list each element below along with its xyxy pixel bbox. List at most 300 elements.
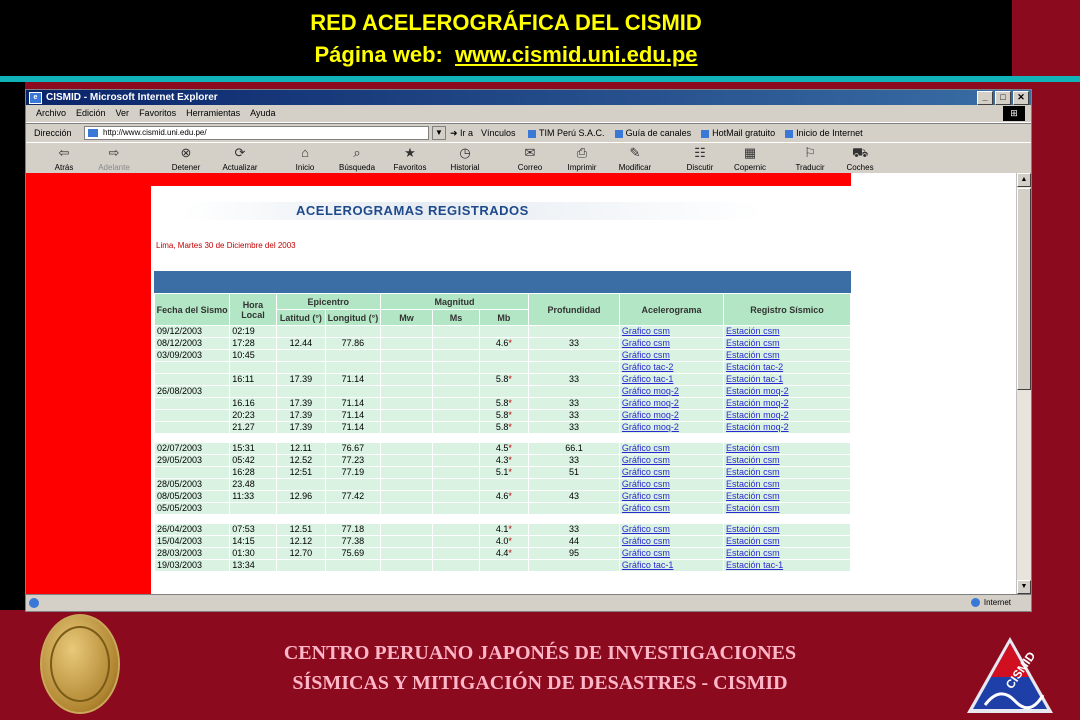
menu-item-1[interactable]: Edición: [76, 108, 106, 118]
cell-mb-value: 4.1: [495, 524, 509, 534]
cell-registro: [724, 548, 850, 559]
cell-hora: [230, 386, 275, 397]
header-mb: Mb: [480, 310, 528, 325]
asterisk-icon: *: [508, 491, 512, 501]
cell-profundidad: [529, 338, 619, 349]
cell-ms: [433, 548, 478, 559]
table-row: [155, 467, 850, 478]
accelerogram-link[interactable]: Grafico csm: [621, 338, 670, 348]
toolbar-button-favoritos[interactable]: [386, 145, 434, 172]
seismic-record-link[interactable]: Estación csm: [726, 467, 780, 477]
asterisk-icon: *: [508, 422, 512, 432]
cell-profundidad: [529, 548, 619, 559]
cell-mw: [381, 386, 433, 397]
cell-longitud: [326, 503, 380, 514]
table-row: [155, 455, 850, 466]
cell-longitud-value: 77.18: [341, 524, 365, 534]
toolbar-label: Imprimir: [567, 163, 597, 172]
go-button[interactable]: ➜ Ir a: [450, 128, 474, 138]
accelerogram-link[interactable]: Gráfico csm: [621, 479, 670, 489]
cell-registro: [724, 560, 850, 571]
toolbar-button-copernic[interactable]: [726, 145, 774, 172]
cell-latitud: [277, 467, 325, 478]
cell-fecha-value: 08/12/2003: [157, 338, 203, 348]
cell-latitud-value: 12.12: [289, 536, 313, 546]
cell-fecha-value: 05/05/2003: [157, 503, 203, 513]
header-fecha: Fecha del Sismo: [155, 294, 229, 325]
cell-longitud: [326, 326, 380, 337]
cell-acelerograma: [620, 503, 723, 514]
cell-latitud: [277, 326, 325, 337]
status-zone: Internet: [971, 598, 1011, 607]
cell-fecha: [155, 479, 229, 490]
asterisk-icon: *: [508, 548, 512, 558]
cell-mw: [381, 479, 433, 490]
asterisk-icon: *: [508, 338, 512, 348]
cell-longitud: [326, 398, 380, 409]
cell-hora-value: 23.48: [232, 479, 255, 489]
cell-registro: [724, 524, 850, 535]
seismic-record-link[interactable]: Estación csm: [726, 479, 780, 489]
cell-latitud: [277, 386, 325, 397]
address-dropdown-icon[interactable]: ▼: [432, 126, 446, 140]
cell-profundidad: [529, 536, 619, 547]
cell-acelerograma: [620, 467, 723, 478]
toolbar-button-traducir[interactable]: [786, 145, 834, 172]
cell-longitud: [326, 386, 380, 397]
favorite-link-0[interactable]: TIM Perú S.A.C.: [528, 128, 605, 138]
asterisk-icon: *: [508, 410, 512, 420]
seismic-record-link[interactable]: Estación csm: [726, 536, 780, 546]
cell-hora: [230, 503, 275, 514]
cell-longitud: [326, 338, 380, 349]
cell-ms: [433, 398, 478, 409]
cell-fecha: [155, 524, 229, 535]
cell-hora: [230, 410, 275, 421]
cell-mw: [381, 491, 433, 502]
cell-ms: [433, 350, 478, 361]
cell-hora-value: 21.27: [232, 422, 255, 432]
cell-longitud-value: 77.38: [341, 536, 365, 546]
toolbar-label: Atrás: [54, 163, 74, 172]
cell-fecha: [155, 386, 229, 397]
accelerogram-link[interactable]: Gráfico csm: [621, 536, 670, 546]
table-row: [155, 503, 850, 514]
cell-registro: [724, 467, 850, 478]
cell-fecha: [155, 455, 229, 466]
cell-acelerograma: [620, 422, 723, 433]
cell-mb-value: 4.4: [495, 548, 509, 558]
forward-arrow-icon: ⇨: [108, 145, 120, 160]
cell-latitud-value: 12.70: [289, 548, 313, 558]
cell-mb: [480, 326, 528, 337]
edit-icon: ✎: [629, 145, 641, 160]
table-row: [155, 491, 850, 502]
status-bar: [26, 594, 1031, 611]
cell-longitud: [326, 467, 380, 478]
cell-hora-value: 11:33: [232, 491, 255, 501]
accelerogram-link[interactable]: Gráfico csm: [621, 503, 670, 513]
cell-hora-value: 05:42: [232, 455, 255, 465]
seismic-record-link[interactable]: Estación csm: [726, 443, 780, 453]
cell-hora: [230, 362, 275, 373]
cell-mb: [480, 338, 528, 349]
toolbar-button-imprimir[interactable]: [558, 145, 606, 172]
cell-fecha-value: 28/05/2003: [157, 479, 203, 489]
cell-fecha: [155, 560, 229, 571]
cell-latitud: [277, 455, 325, 466]
seismic-record-link[interactable]: Estación moq-2: [726, 398, 789, 408]
cell-fecha: [155, 467, 229, 478]
accelerogram-link[interactable]: Gráfico csm: [621, 350, 670, 360]
cell-mb: [480, 362, 528, 373]
cell-longitud: [326, 479, 380, 490]
cell-mb: [480, 398, 528, 409]
cell-profundidad-value: 51: [569, 467, 580, 477]
seismic-record-link[interactable]: Estación csm: [726, 491, 780, 501]
accelerogram-link[interactable]: Gráfico csm: [621, 455, 670, 465]
header-latitud: Latitud (°): [277, 310, 325, 325]
table-row: [155, 386, 850, 397]
cell-mb-value: 4.6: [495, 491, 509, 501]
cell-mb-value: 5.8: [495, 422, 509, 432]
cell-hora: [230, 536, 275, 547]
address-input[interactable]: [84, 126, 429, 140]
cell-fecha: [155, 536, 229, 547]
table-row: [155, 548, 850, 559]
cell-mw: [381, 524, 433, 535]
cell-profundidad-value: 43: [569, 491, 580, 501]
asterisk-icon: *: [508, 524, 512, 534]
cell-registro: [724, 422, 850, 433]
table-row: [155, 374, 850, 385]
toolbar-label: Actualizar: [222, 163, 258, 172]
cell-mw: [381, 350, 433, 361]
menu-item-0[interactable]: Archivo: [36, 108, 67, 118]
cell-latitud-value: 17.39: [289, 374, 313, 384]
cell-registro: [724, 386, 850, 397]
seismic-record-link[interactable]: Estación csm: [726, 338, 780, 348]
cell-mb: [480, 467, 528, 478]
accelerogram-link[interactable]: Gráfico moq-2: [621, 386, 679, 396]
accelerogram-link[interactable]: Grafico csm: [621, 326, 670, 336]
asterisk-icon: *: [508, 536, 512, 546]
cell-hora-value: 16:28: [232, 467, 255, 477]
cell-latitud: [277, 362, 325, 373]
cell-hora-value: 17:28: [232, 338, 255, 348]
cell-acelerograma: [620, 548, 723, 559]
seismic-record-link[interactable]: Estación moq-2: [726, 386, 789, 396]
copernic-icon: ▦: [743, 145, 757, 160]
toolbar-button-modificar[interactable]: [611, 145, 659, 172]
seismic-record-link[interactable]: Estación csm: [726, 455, 780, 465]
cell-profundidad-value: 33: [569, 410, 580, 420]
cell-mb-value: 4.3: [495, 455, 509, 465]
university-seal-icon: [40, 614, 120, 714]
cell-latitud-value: 12.52: [289, 455, 313, 465]
header-registro: Registro Sísmico: [724, 294, 850, 325]
accelerogram-link[interactable]: Gráfico csm: [621, 491, 670, 501]
cell-ms: [433, 455, 478, 466]
cell-hora: [230, 374, 275, 385]
cell-acelerograma: [620, 524, 723, 535]
toolbar-label: Modificar: [618, 163, 652, 172]
table-row: [155, 422, 850, 433]
cell-fecha: [155, 422, 229, 433]
cell-registro: [724, 350, 850, 361]
cell-fecha-value: 09/12/2003: [157, 326, 203, 336]
cell-latitud: [277, 398, 325, 409]
cell-longitud-value: 71.14: [341, 410, 365, 420]
cell-hora: [230, 548, 275, 559]
toolbar-label: Coches: [846, 163, 874, 172]
cell-hora: [230, 455, 275, 466]
window-title: CISMID - Microsoft Internet Explorer: [46, 92, 218, 103]
cell-hora: [230, 398, 275, 409]
cell-profundidad-value: 66.1: [565, 443, 583, 453]
toolbar-button-coches[interactable]: [836, 145, 884, 172]
table-row: [155, 350, 850, 361]
close-icon[interactable]: ✕: [1013, 91, 1029, 105]
cell-latitud: [277, 422, 325, 433]
menu-item-4[interactable]: Herramientas: [186, 108, 241, 118]
cell-mb-value: 5.1: [495, 467, 509, 477]
accelerogram-link[interactable]: Gráfico csm: [621, 467, 670, 477]
cell-mw: [381, 560, 433, 571]
cell-hora: [230, 524, 275, 535]
table-row: [155, 479, 850, 490]
accelerogram-link[interactable]: Gráfico csm: [621, 443, 670, 453]
toolbar-button-discutir[interactable]: [676, 145, 724, 172]
toolbar-button-inicio[interactable]: [281, 145, 329, 172]
cell-profundidad-value: 95: [569, 548, 580, 558]
cell-profundidad: [529, 503, 619, 514]
cell-longitud-value: 77.23: [341, 455, 365, 465]
favorites-icon: ★: [404, 145, 416, 160]
cell-profundidad: [529, 491, 619, 502]
cell-longitud: [326, 443, 380, 454]
table-separator: [155, 515, 850, 523]
table-row: [155, 560, 850, 571]
toolbar-button-correo[interactable]: [506, 145, 554, 172]
seismic-record-link[interactable]: Estación tac-1: [726, 560, 784, 570]
seismic-record-link[interactable]: Estación csm: [726, 503, 780, 513]
header-longitud: Longitud (°): [326, 310, 380, 325]
seismic-record-link[interactable]: Estación tac-2: [726, 362, 784, 372]
cell-acelerograma: [620, 326, 723, 337]
cell-hora-value: 20:23: [232, 410, 255, 420]
cell-profundidad: [529, 350, 619, 361]
cell-latitud: [277, 410, 325, 421]
cell-ms: [433, 560, 478, 571]
cell-fecha: [155, 326, 229, 337]
toolbar-button-actualizar[interactable]: [216, 145, 264, 172]
subtitle-prefix: Página web:: [314, 42, 443, 67]
cell-fecha: [155, 503, 229, 514]
cell-registro: [724, 398, 850, 409]
cell-acelerograma: [620, 386, 723, 397]
table-row: [155, 362, 850, 373]
seismic-record-link[interactable]: Estación csm: [726, 548, 780, 558]
cell-registro: [724, 536, 850, 547]
accelerogram-link[interactable]: Gráfico moq-2: [621, 422, 679, 432]
toolbar-button-historial[interactable]: [441, 145, 489, 172]
home-icon: ⌂: [301, 145, 309, 160]
cell-ms: [433, 374, 478, 385]
asterisk-icon: *: [508, 443, 512, 453]
cars-icon: ⛟: [852, 145, 869, 160]
cell-fecha: [155, 350, 229, 361]
cell-acelerograma: [620, 410, 723, 421]
cell-latitud: [277, 524, 325, 535]
cell-latitud: [277, 338, 325, 349]
cell-acelerograma: [620, 350, 723, 361]
menu-item-3[interactable]: Favoritos: [139, 108, 177, 118]
cell-mw: [381, 338, 433, 349]
cell-hora-value: 10:45: [232, 350, 255, 360]
seismic-record-link[interactable]: Estación tac-1: [726, 374, 784, 384]
cell-latitud-value: 17.39: [289, 398, 313, 408]
status-page-icon: [29, 598, 39, 608]
mail-icon: ✉: [524, 145, 536, 160]
accelerogram-link[interactable]: Gráfico csm: [621, 524, 670, 534]
cell-registro: [724, 479, 850, 490]
cell-hora-value: 16.16: [232, 398, 255, 408]
cell-mb-value: 5.8: [495, 374, 509, 384]
table-row: [155, 524, 850, 535]
cell-mw: [381, 326, 433, 337]
page-heading-bar: [181, 202, 765, 220]
accelerogram-link[interactable]: Gráfico tac-1: [621, 374, 674, 384]
cell-fecha: [155, 548, 229, 559]
cell-mb: [480, 443, 528, 454]
cell-ms: [433, 443, 478, 454]
refresh-icon: ⟳: [234, 145, 246, 160]
cell-profundidad: [529, 443, 619, 454]
favorite-link-3[interactable]: Inicio de Internet: [785, 128, 863, 138]
asterisk-icon: *: [508, 398, 512, 408]
seismic-record-link[interactable]: Estación csm: [726, 350, 780, 360]
maximize-icon[interactable]: □: [995, 91, 1011, 105]
cell-mb: [480, 386, 528, 397]
cell-mb-value: 4.0: [495, 536, 509, 546]
cell-longitud: [326, 350, 380, 361]
cell-fecha: [155, 338, 229, 349]
cell-longitud: [326, 455, 380, 466]
cell-ms: [433, 410, 478, 421]
cell-registro: [724, 491, 850, 502]
cell-mb: [480, 455, 528, 466]
records-table-wrap: [154, 271, 851, 572]
cell-profundidad: [529, 374, 619, 385]
table-separator: [155, 434, 850, 442]
links-bar: [481, 128, 873, 138]
asterisk-icon: *: [508, 455, 512, 465]
favorite-link-1[interactable]: Guía de canales: [615, 128, 692, 138]
seismic-record-link[interactable]: Estación moq-2: [726, 422, 789, 432]
cell-acelerograma: [620, 398, 723, 409]
toolbar-button-detener[interactable]: [162, 145, 210, 172]
cell-profundidad: [529, 455, 619, 466]
go-label: Ir a: [460, 128, 474, 138]
ie-icon: e: [29, 92, 42, 104]
stop-icon: ⊗: [180, 145, 192, 160]
cell-longitud: [326, 524, 380, 535]
accelerogram-link[interactable]: Gráfico moq-2: [621, 398, 679, 408]
cell-fecha: [155, 374, 229, 385]
scroll-up-icon[interactable]: ▲: [1017, 173, 1031, 187]
accelerogram-link[interactable]: Gráfico csm: [621, 548, 670, 558]
accelerogram-link[interactable]: Gráfico tac-1: [621, 560, 674, 570]
vertical-scrollbar[interactable]: [1016, 173, 1031, 594]
cell-profundidad: [529, 422, 619, 433]
toolbar-button-atrás[interactable]: [40, 145, 88, 172]
cell-hora-value: 13:34: [232, 560, 255, 570]
favorite-link-2[interactable]: HotMail gratuito: [701, 128, 775, 138]
cell-profundidad-value: 33: [569, 374, 580, 384]
cell-latitud: [277, 479, 325, 490]
cell-latitud: [277, 548, 325, 559]
cell-hora-value: 16:11: [232, 374, 255, 384]
toolbar-button-adelante[interactable]: [90, 145, 138, 172]
left-strip: [0, 82, 25, 610]
menu-item-5[interactable]: Ayuda: [250, 108, 276, 118]
cell-mw: [381, 443, 433, 454]
menu-item-2[interactable]: Ver: [115, 108, 130, 118]
cell-latitud-value: 12:51: [289, 467, 313, 477]
cell-hora: [230, 467, 275, 478]
cell-profundidad: [529, 326, 619, 337]
header-hora: Hora Local: [230, 294, 275, 325]
seismic-record-link[interactable]: Estación moq-2: [726, 410, 789, 420]
cell-latitud: [277, 503, 325, 514]
cell-profundidad-value: 44: [569, 536, 580, 546]
cell-ms: [433, 479, 478, 490]
cell-mb-value: 4.6: [495, 338, 509, 348]
header-ms: Ms: [433, 310, 478, 325]
cell-latitud-value: 17.39: [289, 422, 313, 432]
scroll-thumb[interactable]: [1017, 188, 1031, 390]
cell-mb: [480, 491, 528, 502]
cell-profundidad: [529, 467, 619, 478]
seismic-record-link[interactable]: Estación csm: [726, 524, 780, 534]
cell-latitud-value: 12.51: [289, 524, 313, 534]
accent-bar: [0, 76, 1080, 82]
cell-hora: [230, 479, 275, 490]
cell-acelerograma: [620, 455, 723, 466]
accelerogram-link[interactable]: Gráfico tac-2: [621, 362, 674, 372]
translate-icon: ⚐: [804, 145, 816, 160]
cell-fecha-value: 15/04/2003: [157, 536, 203, 546]
cell-ms: [433, 536, 478, 547]
cell-acelerograma: [620, 491, 723, 502]
footer-line-1: CENTRO PERUANO JAPONÉS DE INVESTIGACIONES: [283, 642, 797, 664]
cismid-logo-icon: [965, 635, 1055, 715]
minimize-icon[interactable]: _: [977, 91, 993, 105]
cell-hora: [230, 560, 275, 571]
seismic-record-link[interactable]: Estación csm: [726, 326, 780, 336]
cell-longitud-value: 76.67: [341, 443, 365, 453]
cell-longitud: [326, 362, 380, 373]
scroll-down-icon[interactable]: ▼: [1017, 580, 1031, 594]
cell-hora: [230, 326, 275, 337]
cell-longitud: [326, 374, 380, 385]
accelerogram-link[interactable]: Gráfico moq-2: [621, 410, 679, 420]
cell-mb: [480, 503, 528, 514]
website-link[interactable]: www.cismid.uni.edu.pe: [455, 42, 698, 67]
toolbar-button-búsqueda[interactable]: [333, 145, 381, 172]
table-row: [155, 338, 850, 349]
